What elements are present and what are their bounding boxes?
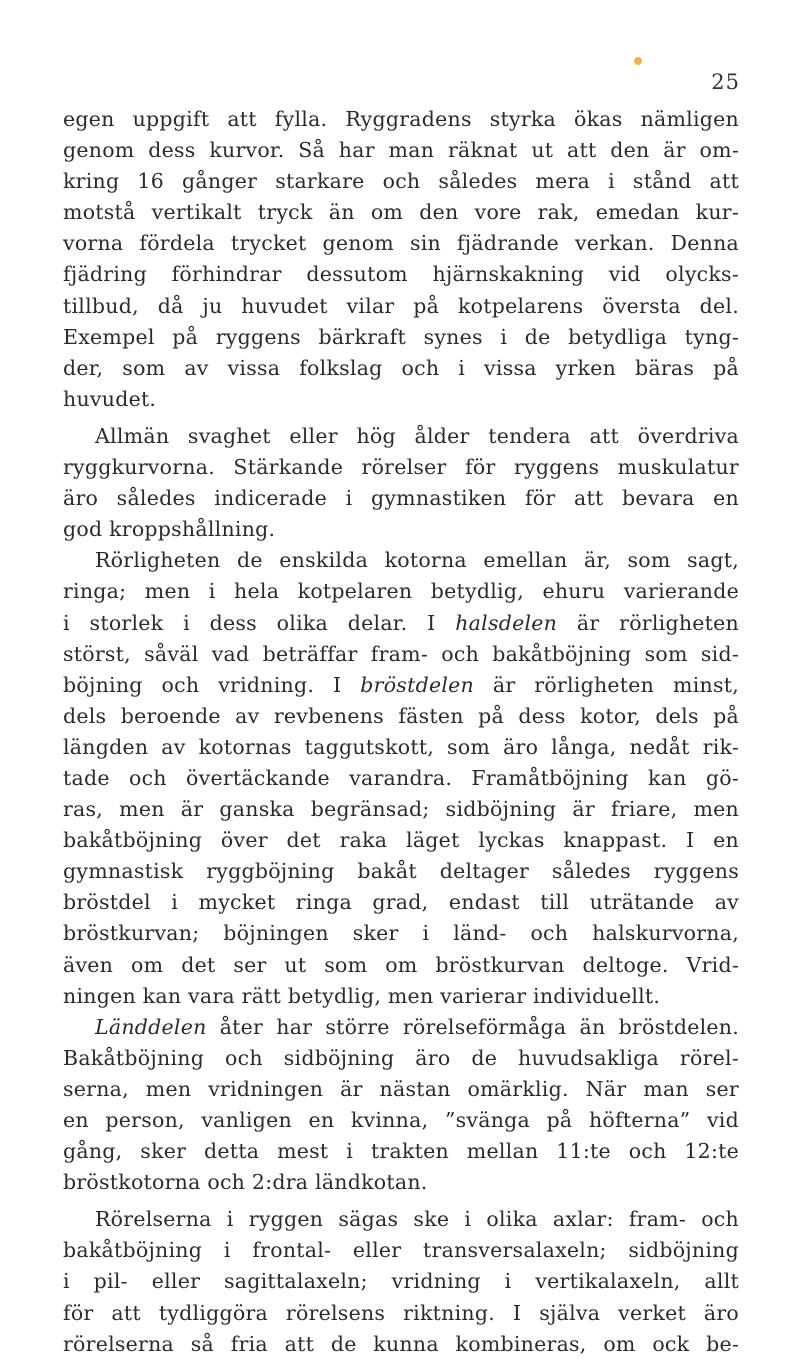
italic-term-halsdelen: halsdelen: [455, 610, 558, 635]
text-line: egen uppgift att fylla. Ryggradens styrka ökas nämligen: [63, 107, 739, 131]
text-line: för att tydliggöra rörelsens riktning. I själva verket äro: [63, 1300, 739, 1325]
text-line: bakåtböjning över det raka läget lyckas knappast. I en: [63, 828, 739, 853]
text-run: åter har större rörelseförmåga än bröstdelen.: [206, 1014, 739, 1039]
page-number: 25: [711, 70, 740, 94]
text-line: ryggkurvorna. Stärkande rörelser för ryggens muskulatur: [63, 455, 739, 480]
text-line: ringa; men i hela kotpelaren betydlig, ehuru varierande: [63, 579, 739, 604]
text-line: [63, 608, 739, 639]
text-line: längden av kotornas taggutskott, som äro långa, nedåt rik-: [63, 734, 739, 759]
text-line: bakåtböjning i frontal- eller transversalaxeln; sidböjning: [63, 1238, 739, 1263]
text-line: [63, 670, 739, 701]
text-line: genom dess kurvor. Så har man räknat ut att den är om-: [63, 138, 739, 163]
text-line: en person, vanligen en kvinna, ”svänga på höfterna” vid: [63, 1108, 739, 1132]
text-line: i pil- eller sagittalaxeln; vridning i vertikalaxeln, allt: [63, 1269, 739, 1294]
text-line: der, som av vissa folkslag och i vissa yrken bäras på: [63, 355, 739, 380]
text-line: Rörligheten de enskilda kotorna emellan är, som sagt,: [95, 548, 739, 573]
text-line: bröstkotorna och 2:dra ländkotan.: [63, 1170, 428, 1195]
text-line: serna, men vridningen är nästan omärklig. När man ser: [63, 1076, 739, 1101]
text-line: Exempel på ryggens bärkraft synes i de betydliga tyng-: [63, 324, 739, 349]
text-line: Bakåtböjning och sidböjning äro de huvudsakliga rörel-: [63, 1045, 739, 1070]
text-line: dels beroende av revbenens fästen på dess kotor, dels på: [63, 703, 739, 728]
paragraph-5: [63, 1204, 739, 1359]
text-line: bröstkurvan; böjningen sker i länd- och halskurvorna,: [63, 921, 739, 946]
italic-term-brostdelen: bröstdelen: [360, 672, 474, 697]
text-run: är rörligheten: [557, 610, 740, 635]
text-line: rörelserna så fria att de kunna kombineras, om ock be-: [63, 1331, 739, 1356]
text-run: är rörligheten minst,: [473, 672, 739, 697]
text-line: störst, såväl vad beträffar fram- och bakåtböjning som sid-: [63, 641, 739, 666]
italic-term-landdelen: Länddelen: [95, 1014, 207, 1039]
text-line: även om det ser ut som om bröstkurvan deltoge. Vrid-: [63, 952, 739, 977]
text-line: [63, 1012, 739, 1043]
text-line: god kroppshållning.: [63, 517, 276, 542]
text-line: kring 16 gånger starkare och således mera i stånd att: [63, 169, 739, 194]
text-line: bröstdel i mycket ringa grad, endast till uträtande av: [63, 890, 739, 915]
text-line: Rörelserna i ryggen sägas ske i olika axlar: fram- och: [95, 1207, 739, 1232]
text-line: Allmän svaghet eller hög ålder tendera att överdriva: [95, 423, 739, 448]
text-line: fjädring förhindrar dessutom hjärnskakning vid olycks-: [63, 262, 739, 287]
text-line: tade och övertäckande varandra. Framåtböjning kan gö-: [63, 765, 739, 790]
text-line: äro således indicerade i gymnastiken för att bevara en: [63, 486, 739, 511]
text-line: gång, sker detta mest i trakten mellan 11:te och 12:te: [63, 1139, 739, 1164]
text-line: ningen kan vara rätt betydlig, men varierar individuellt.: [63, 983, 661, 1008]
text-line: motstå vertikalt tryck än om den vore rak, emedan kur-: [63, 200, 739, 225]
paragraph-1: [63, 104, 739, 415]
body-text: [63, 104, 739, 1360]
ink-stain: [634, 57, 642, 65]
paragraph-4: [63, 1012, 739, 1199]
paragraph-3: [63, 545, 739, 1011]
text-line: tillbud, då ju huvudet vilar på kotpelarens översta del.: [63, 293, 739, 318]
text-run: böjning och vridning. I: [63, 672, 361, 697]
text-line: ras, men är ganska begränsad; sidböjning är friare, men: [63, 797, 739, 822]
text-line: vorna fördela trycket genom sin fjädrande verkan. Denna: [63, 231, 739, 256]
text-line: gymnastisk ryggböjning bakåt deltager således ryggens: [63, 859, 739, 884]
text-run: i storlek i dess olika delar. I: [63, 610, 456, 635]
text-line: huvudet.: [63, 386, 157, 411]
paragraph-2: [63, 421, 739, 545]
